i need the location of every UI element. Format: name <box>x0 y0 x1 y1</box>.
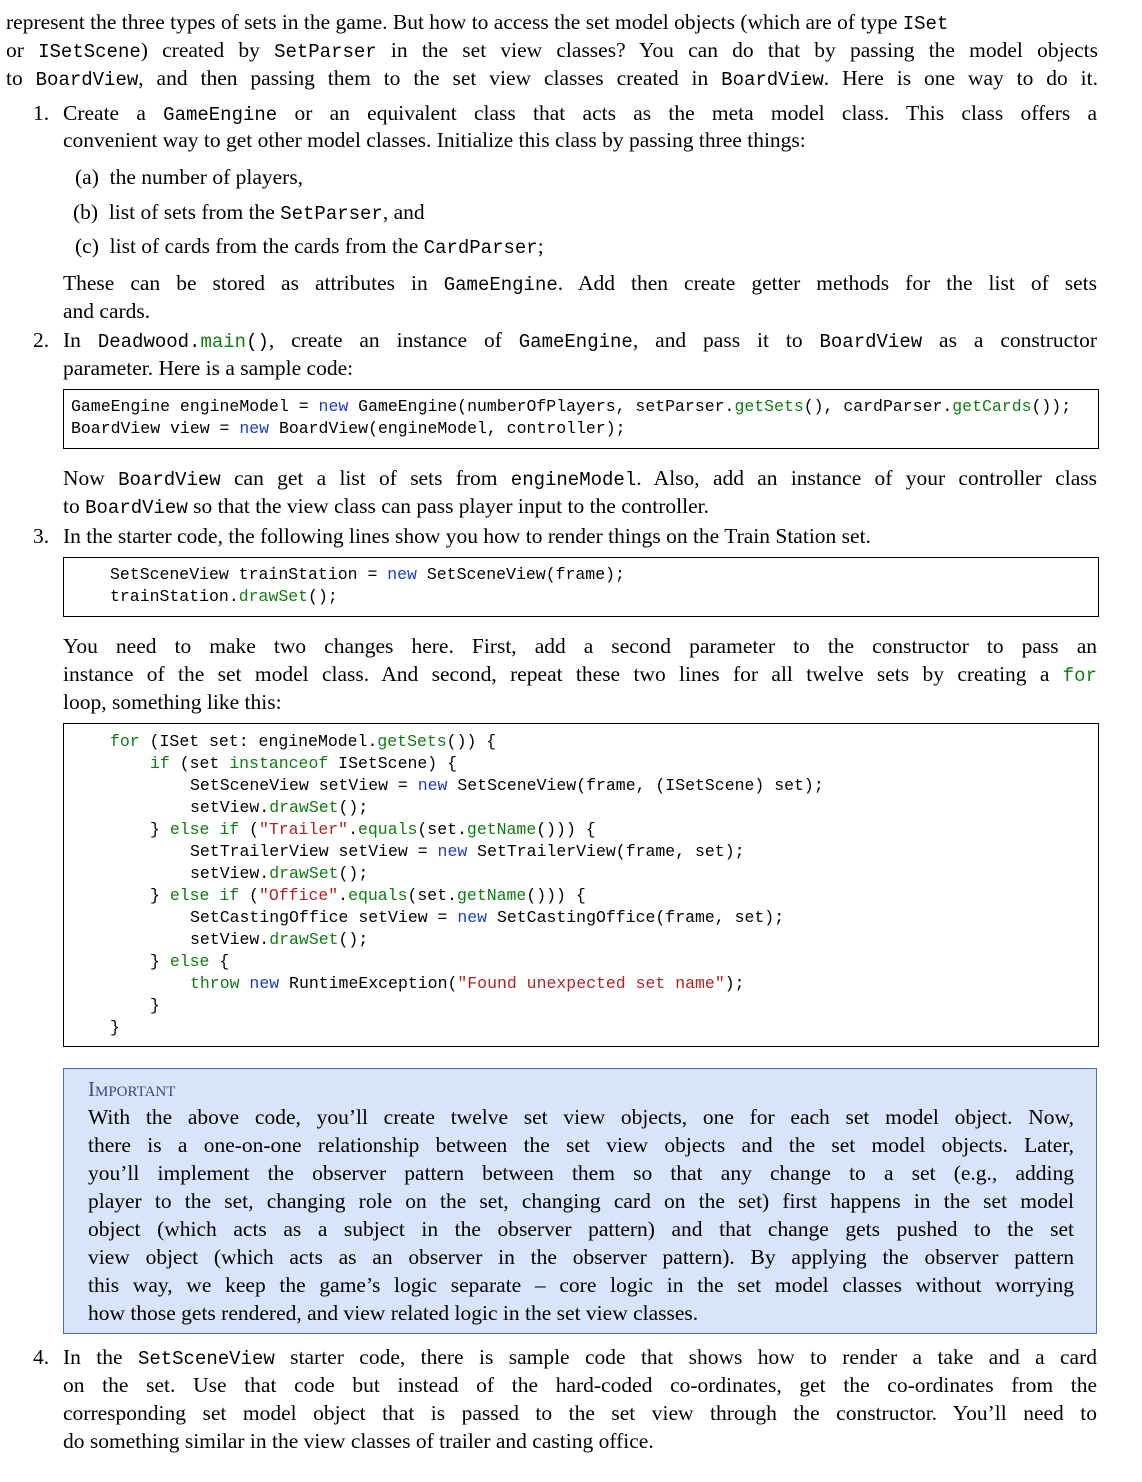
code-line: GameEngine engineModel = new GameEngine(numberOfPlayers, setParser.getSets(), cardParser.getCards()); <box>71 397 1072 416</box>
code-line: for (ISet set: engineModel.getSets()) { <box>110 732 497 751</box>
code-block-for-loop <box>63 723 1099 1047</box>
item1-line-1: Create a GameEngine or an equivalent class that acts as the meta model class. This class offers a <box>63 101 1098 126</box>
code-cardparser: CardParser <box>423 237 538 259</box>
item1-line-2: convenient way to get other model classes. Initialize this class by passing three things: <box>63 128 806 152</box>
code-deadwood: Deadwood. <box>97 331 201 353</box>
item2-line-3: Now BoardView can get a list of sets from engineModel. Also, add an instance of your controller class <box>63 466 1098 491</box>
code-line: } <box>150 996 160 1015</box>
code-gameengine: GameEngine <box>163 104 278 126</box>
item3-line-1: In the starter code, the following lines show you how to render things on the Train Station set. <box>63 524 871 548</box>
list-number-3: 3. <box>33 524 50 548</box>
note-title: Important <box>88 1077 176 1101</box>
code-line: setView.drawSet(); <box>190 864 369 883</box>
code-line: SetTrailerView setView = new SetTrailerView(frame, set); <box>190 842 745 861</box>
item4-line-3: corresponding set model object that is passed to the set view through the constructor. You’ll need to <box>63 1401 1097 1425</box>
list-number-2: 2. <box>33 328 50 352</box>
code-boardview: BoardView <box>118 469 221 491</box>
intro-line-1: represent the three types of sets in the game. But how to access the set model objects (which are of type ISet <box>6 10 949 35</box>
code-boardview: BoardView <box>35 69 139 91</box>
item4-line-2: on the set. Use that code but instead of the hard-coded co-ordinates, get the co-ordinates from the <box>63 1373 1097 1397</box>
code-isetscene: ISetScene <box>38 41 141 63</box>
note-line: With the above code, you’ll create twelve set view objects, one for each set model object. Now, <box>88 1105 1074 1129</box>
code-line: } else { <box>150 952 230 971</box>
sublist-item-a: (a) the number of players, <box>75 165 304 189</box>
code-setsceneview: SetSceneView <box>137 1348 275 1370</box>
code-line: trainStation.drawSet(); <box>110 587 338 606</box>
code-line: } else if ("Office".equals(set.getName())) { <box>150 886 586 905</box>
note-line: view object (which acts as an observer in the observer pattern). By applying the observer pattern <box>88 1245 1074 1269</box>
code-for-keyword: for <box>1062 665 1097 687</box>
code-line: SetSceneView setView = new SetSceneView(frame, (ISetScene) set); <box>190 776 824 795</box>
code-line: } else if ("Trailer".equals(set.getName())) { <box>150 820 596 839</box>
item3-line-4: loop, something like this: <box>63 690 282 714</box>
item2-line-1: In Deadwood.main(), create an instance of GameEngine, and pass it to BoardView as a constructor <box>63 328 1098 353</box>
item2-line-2: parameter. Here is a sample code: <box>63 356 354 380</box>
code-boardview: BoardView <box>85 497 188 519</box>
intro-line-3: to BoardView, and then passing them to the set view classes created in BoardView. Here is one way to do it. <box>6 66 1099 91</box>
intro-line-2: or ISetScene) created by SetParser in the set view classes? You can do that by passing the model objects <box>6 38 1099 63</box>
code-setparser: SetParser <box>274 41 377 63</box>
note-line: object (which acts as a subject in the observer pattern) and that change gets pushed to the set <box>88 1217 1074 1241</box>
code-gameengine: GameEngine <box>443 274 558 296</box>
note-line: how those gets rendered, and view related logic in the set view classes. <box>88 1301 699 1325</box>
code-boardview: BoardView <box>721 69 824 91</box>
sublist-item-c: (c) list of cards from the cards from the CardParser; <box>75 234 544 259</box>
note-line: this way, we keep the game’s logic separate – core logic in the set model classes without worrying <box>88 1273 1074 1297</box>
code-gameengine: GameEngine <box>518 331 633 353</box>
code-iset: ISet <box>902 13 949 35</box>
code-block-trainstation <box>63 557 1099 617</box>
note-line: you’ll implement the observer pattern between them so that any change to a set (e.g., adding <box>88 1161 1074 1185</box>
code-line: setView.drawSet(); <box>190 798 369 817</box>
note-line: player to the set, changing role on the set, changing card on the set) first happens in the set model <box>88 1189 1074 1213</box>
code-line: SetSceneView trainStation = new SetSceneView(frame); <box>110 565 625 584</box>
list-number-4: 4. <box>33 1345 50 1369</box>
note-line: there is a one-on-one relationship between the set view objects and the set model objects. Later, <box>88 1133 1074 1157</box>
code-line: } <box>110 1018 120 1037</box>
code-main: main <box>200 331 247 353</box>
code-setparser: SetParser <box>280 203 383 225</box>
code-boardview: BoardView <box>819 331 923 353</box>
code-block-engine <box>63 389 1099 449</box>
item4-line-1: In the SetSceneView starter code, there is sample code that shows how to render a take and a card <box>63 1345 1097 1370</box>
code-line: SetCastingOffice setView = new SetCastingOffice(frame, set); <box>190 908 785 927</box>
important-note-box <box>63 1068 1097 1334</box>
item4-line-4: do something similar in the view classes of trailer and casting office. <box>63 1429 654 1453</box>
item3-line-2: You need to make two changes here. First, add a second parameter to the constructor to pass an <box>63 634 1097 658</box>
code-enginemodel: engineModel <box>510 469 637 491</box>
item3-line-3: instance of the set model class. And second, repeat these two lines for all twelve sets by creating a for <box>63 662 1097 687</box>
code-line: throw new RuntimeException("Found unexpected set name"); <box>190 974 745 993</box>
code-line: if (set instanceof ISetScene) { <box>150 754 457 773</box>
code-line: setView.drawSet(); <box>190 930 369 949</box>
item1-line-4: and cards. <box>63 299 151 323</box>
list-number-1: 1. <box>33 101 50 125</box>
sublist-item-b: (b) list of sets from the SetParser, and <box>73 200 425 225</box>
item2-line-4: to BoardView so that the view class can pass player input to the controller. <box>63 494 709 519</box>
item1-line-3: These can be stored as attributes in GameEngine. Add then create getter methods for the list of sets <box>63 271 1097 296</box>
code-line: BoardView view = new BoardView(engineModel, controller); <box>71 419 626 438</box>
